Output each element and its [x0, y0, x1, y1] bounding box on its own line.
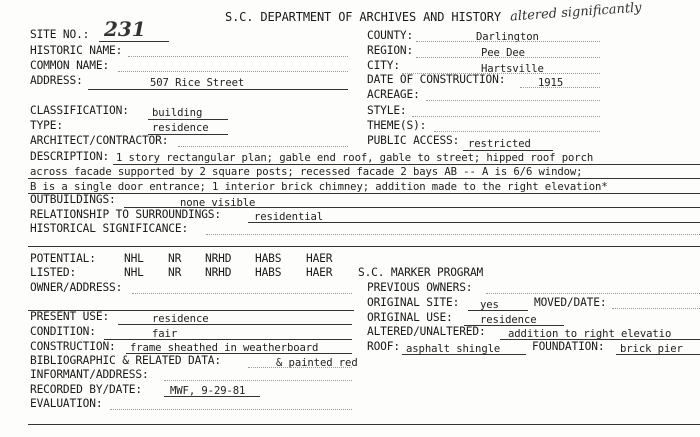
address-value: 507 Rice Street [150, 77, 245, 89]
outbuildings-label: OUTBUILDINGS: [30, 193, 116, 206]
altered-label: ALTERED/UNALTERED: [367, 325, 486, 338]
sc-marker-label: S.C. MARKER PROGRAM [358, 266, 484, 279]
listed-nr: NR [168, 266, 182, 279]
listed-habs: HABS [255, 266, 282, 279]
section-divider [28, 246, 700, 247]
bibliographic-label: BIBLIOGRAPHIC & RELATED DATA: [30, 354, 221, 367]
bottom-rule [28, 424, 700, 425]
acreage-label: ACREAGE: [367, 88, 420, 101]
description-underline-1 [113, 164, 700, 165]
historical-significance-label: HISTORICAL SIGNIFICANCE: [30, 222, 189, 235]
potential-haer: HAER [306, 252, 333, 265]
roof-label: ROOF: [367, 340, 400, 353]
description-line-3: B is a single door entrance; 1 interior brick chimney; addition made to the right elevation* [30, 181, 608, 193]
region-value: Pee Dee [481, 47, 525, 59]
original-site-line [468, 310, 528, 311]
public-access-value: restricted [468, 138, 531, 150]
potential-label: POTENTIAL: [30, 252, 96, 265]
type-label: TYPE: [30, 119, 63, 132]
historical-significance-line [206, 234, 700, 235]
agency-title: S.C. DEPARTMENT OF ARCHIVES AND HISTORY [225, 10, 501, 24]
listed-label: LISTED: [30, 266, 77, 279]
roof-value: asphalt shingle [406, 343, 501, 355]
construction-value-2: & painted red [276, 357, 358, 369]
site-no-label: SITE NO.: [30, 28, 90, 41]
potential-nhl: NHL [124, 252, 144, 265]
relationship-label: RELATIONSHIP TO SURROUNDINGS: [30, 208, 221, 221]
themes-label: THEME(S): [367, 119, 427, 132]
city-value: Hartsville [481, 63, 544, 75]
architect-line [178, 146, 348, 147]
themes-line [434, 131, 600, 132]
owner-address-label: OWNER/ADDRESS: [30, 281, 123, 294]
present-use-line [118, 324, 352, 325]
previous-owners-label: PREVIOUS OWNERS: [367, 281, 473, 294]
date-construction-value: 1915 [538, 77, 564, 89]
condition-value: fair [152, 328, 178, 340]
address-label: ADDRESS: [30, 74, 83, 87]
moved-date-label: MOVED/DATE: [534, 296, 607, 309]
evaluation-label: EVALUATION: [30, 397, 103, 410]
region-line [416, 57, 600, 58]
recorded-by-label: RECORDED BY/DATE: [30, 383, 142, 396]
county-label: COUNTY: [367, 29, 414, 42]
outbuildings-value: none visible [180, 197, 256, 209]
original-use-value: residence [480, 314, 537, 326]
informant-line [164, 380, 352, 381]
description-line-1: 1 story rectangular plan; gable end roof, gable to street; hipped roof porch [116, 152, 594, 164]
foundation-value: brick pier [620, 343, 683, 355]
listed-nrhd: NRHD [205, 266, 232, 279]
historic-name-line [128, 56, 348, 57]
common-name-line [118, 71, 348, 72]
bibliographic-line [248, 367, 352, 368]
potential-habs: HABS [255, 252, 282, 265]
description-line-2: across facade supported by 2 square posts; recessed facade 2 bays AB -- A is 6/6 window; [30, 166, 583, 178]
roof-line [402, 354, 526, 355]
type-value: residence [152, 122, 209, 134]
common-name-label: COMMON NAME: [30, 59, 110, 72]
architect-label: ARCHITECT/CONTRACTOR: [30, 134, 169, 147]
date-construction-label: DATE OF CONSTRUCTION: [367, 73, 506, 86]
present-use-value: residence [152, 313, 209, 325]
construction-value-1: frame sheathed in weatherboard [130, 342, 319, 354]
city-label: CITY: [367, 59, 400, 72]
present-use-label: PRESENT USE: [30, 310, 110, 323]
altered-value: addition to right elevatio [508, 328, 672, 340]
style-line [412, 116, 600, 117]
informant-label: INFORMANT/ADDRESS: [30, 368, 149, 381]
potential-nr: NR [168, 252, 182, 265]
style-label: STYLE: [367, 104, 407, 117]
evaluation-line [110, 409, 352, 410]
recorded-by-value: MWF, 9-29-81 [170, 385, 246, 397]
relationship-line [248, 222, 700, 223]
acreage-line [426, 100, 600, 101]
moved-date-line [612, 308, 700, 309]
site-no-value: 231 [104, 17, 146, 41]
original-site-value: yes [480, 299, 499, 311]
region-label: REGION: [367, 44, 414, 57]
date-construction-line [520, 87, 600, 88]
public-access-label: PUBLIC ACCESS: [367, 134, 460, 147]
public-access-line [463, 150, 553, 151]
previous-owners-line [486, 293, 700, 294]
owner-address-line [132, 293, 352, 294]
condition-line [104, 339, 352, 340]
address-line [88, 89, 348, 90]
description-underline-2 [28, 178, 700, 179]
classification-value: building [152, 107, 203, 119]
classification-line [148, 119, 228, 120]
description-label: DESCRIPTION: [30, 150, 110, 163]
relationship-value: residential [254, 211, 324, 223]
classification-label: CLASSIFICATION: [30, 104, 129, 117]
original-use-label: ORIGINAL USE: [367, 311, 453, 324]
description-underline-3 [28, 193, 700, 194]
recorded-by-line [164, 396, 260, 397]
original-site-label: ORIGINAL SITE: [367, 296, 460, 309]
listed-nhl: NHL [124, 266, 144, 279]
handwritten-note: altered significantly [509, 0, 643, 25]
foundation-line [616, 354, 700, 355]
historic-name-label: HISTORIC NAME: [30, 44, 123, 57]
foundation-label: FOUNDATION: [532, 340, 605, 353]
listed-haer: HAER [306, 266, 333, 279]
potential-nrhd: NRHD [205, 252, 232, 265]
county-line [416, 41, 600, 42]
county-value: Darlington [476, 31, 539, 43]
condition-label: CONDITION: [30, 325, 96, 338]
construction-label: CONSTRUCTION: [30, 340, 116, 353]
site-no-underline [99, 41, 169, 42]
